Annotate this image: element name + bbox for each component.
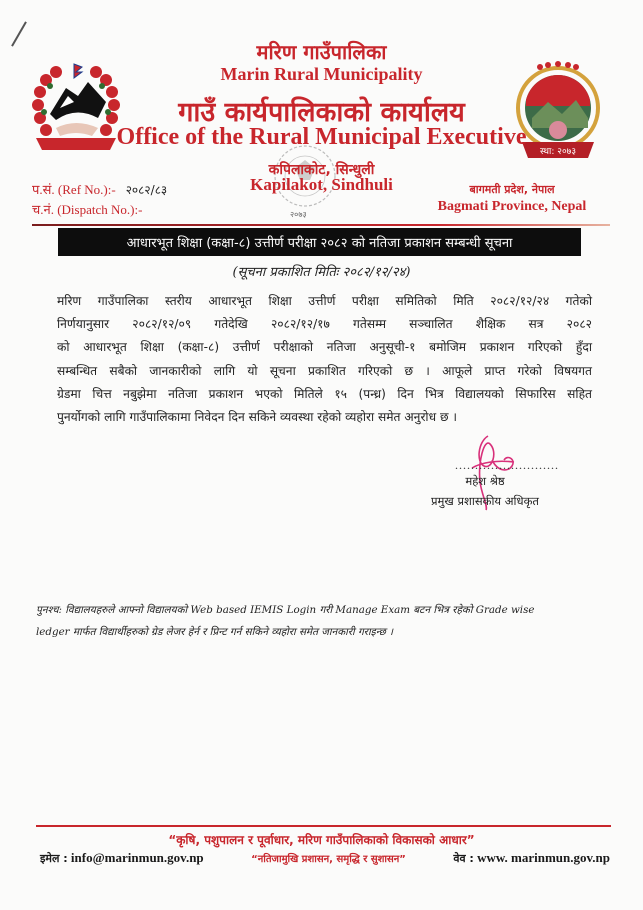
seal-year-text: स्था: २०७३ (539, 147, 577, 157)
office-name-nepali: गाउँ कार्यपालिकाको कार्यालय (178, 97, 465, 128)
footer-website (453, 850, 610, 866)
signatory-title: प्रमुख प्रशासकीय अधिकृत (431, 494, 539, 508)
body-line: पुनर्योगको लागि गाउँपालिकामा निवेदन दिन सकिने व्यवस्था रहेको व्यहोरा समेत अनुरोध छ । (57, 410, 457, 425)
postscript-line: पुनश्च: विद्यालयहरुले आफ्नो विद्यालयको Web based IEMIS Login गरी Manage Exam बटन भित्र रहेको Grade wise (36, 604, 535, 616)
website-label: वेव : (453, 852, 474, 865)
notice-title-bar (58, 228, 581, 256)
notice-body (57, 290, 592, 429)
notice-title: आधारभूत शिक्षा (कक्षा-८) उत्तीर्ण परीक्षा २०८२ को नतिजा प्रकाशन सम्बन्धी सूचना (126, 236, 513, 251)
header-divider (32, 224, 610, 226)
office-name-english: Office of the Rural Municipal Executive (116, 124, 527, 150)
website-url[interactable]: www. marinmun.gov.np (477, 850, 610, 865)
footer-contacts (40, 850, 610, 866)
place-nepali: कपिलाकोट, सिन्धुली (268, 162, 375, 178)
province-english: Bagmati Province, Nepal (437, 199, 587, 214)
municipality-name-nepali: मरिण गाउँपालिका (256, 40, 387, 64)
dispatch-number-row (32, 200, 167, 220)
dispatch-number-label: च.नं. (Dispatch No.):- (32, 202, 143, 217)
body-line: निर्णयानुसार २०८२/१२/०९ गतेदेखि २०८२/१२/१७ गतेसम्म सञ्चालित शैक्षिक सत्र २०८२ (57, 317, 592, 332)
notice-published-date: (सूचना प्रकाशित मितिः २०८२/१२/२४) (232, 265, 411, 280)
province-block (432, 182, 592, 216)
email-label: इमेल : (40, 852, 68, 865)
footer-divider (36, 825, 611, 827)
footer-email (40, 850, 204, 866)
ref-number-value: २०८२/८३ (125, 183, 168, 197)
body-line: मरिण गाउँपालिका स्तरीय आधारभूत शिक्षा उत्तीर्ण परीक्षा समितिको मिति २०८२/१२/२४ गतेको (57, 294, 592, 308)
body-line: को आधारभूत शिक्षा (कक्षा-८) उत्तीर्ण परीक्षाको नतिजा अनुसूची-१ बमोजिम प्रकाशन गरिएको हुँदा (57, 340, 592, 355)
ref-number-row (32, 180, 167, 200)
footer-motto: “कृषि, पशुपालन र पूर्वाधार, मरिण गाउँपालिकाको विकासको आधार” (168, 833, 475, 847)
body-line: सम्बन्धित सबैको जानकारीको लागि यो सूचना प्रकाशित गरिएको छ । आफूले प्राप्त गरेको विषयगत (57, 363, 592, 378)
footer-slogan: “नतिजामुखि प्रशासन, समृद्धि र सुशासन” (251, 854, 406, 865)
ref-number-label: प.सं. (Ref No.):- (32, 182, 116, 197)
signature-dots: .......................... (455, 458, 559, 472)
signatory-name: महेश श्रेष्ठ (465, 474, 505, 488)
municipality-name-english: Marin Rural Municipality (220, 64, 423, 84)
reference-block (32, 180, 167, 220)
place-english: Kapilakot, Sindhuli (250, 175, 393, 194)
postscript-line: ledger मार्फत विद्यार्थीहरुको ग्रेड लेजर हेर्न र प्रिन्ट गर्न सकिने व्यहोरा समेत जानकारी गराइन्छ । (36, 626, 394, 638)
province-nepali: बागमती प्रदेश, नेपाल (469, 183, 555, 196)
email-address[interactable]: info@marinmun.gov.np (70, 850, 204, 865)
stamp-year: २०७३ (290, 210, 307, 219)
body-line: ग्रेडमा चित्त नबुझेमा नतिजा प्रकाशन भएको मितिले १५ (पन्ध्र) दिन भित्र विद्यालयको सिफारिस सहित (57, 386, 592, 401)
postscript (36, 599, 611, 643)
